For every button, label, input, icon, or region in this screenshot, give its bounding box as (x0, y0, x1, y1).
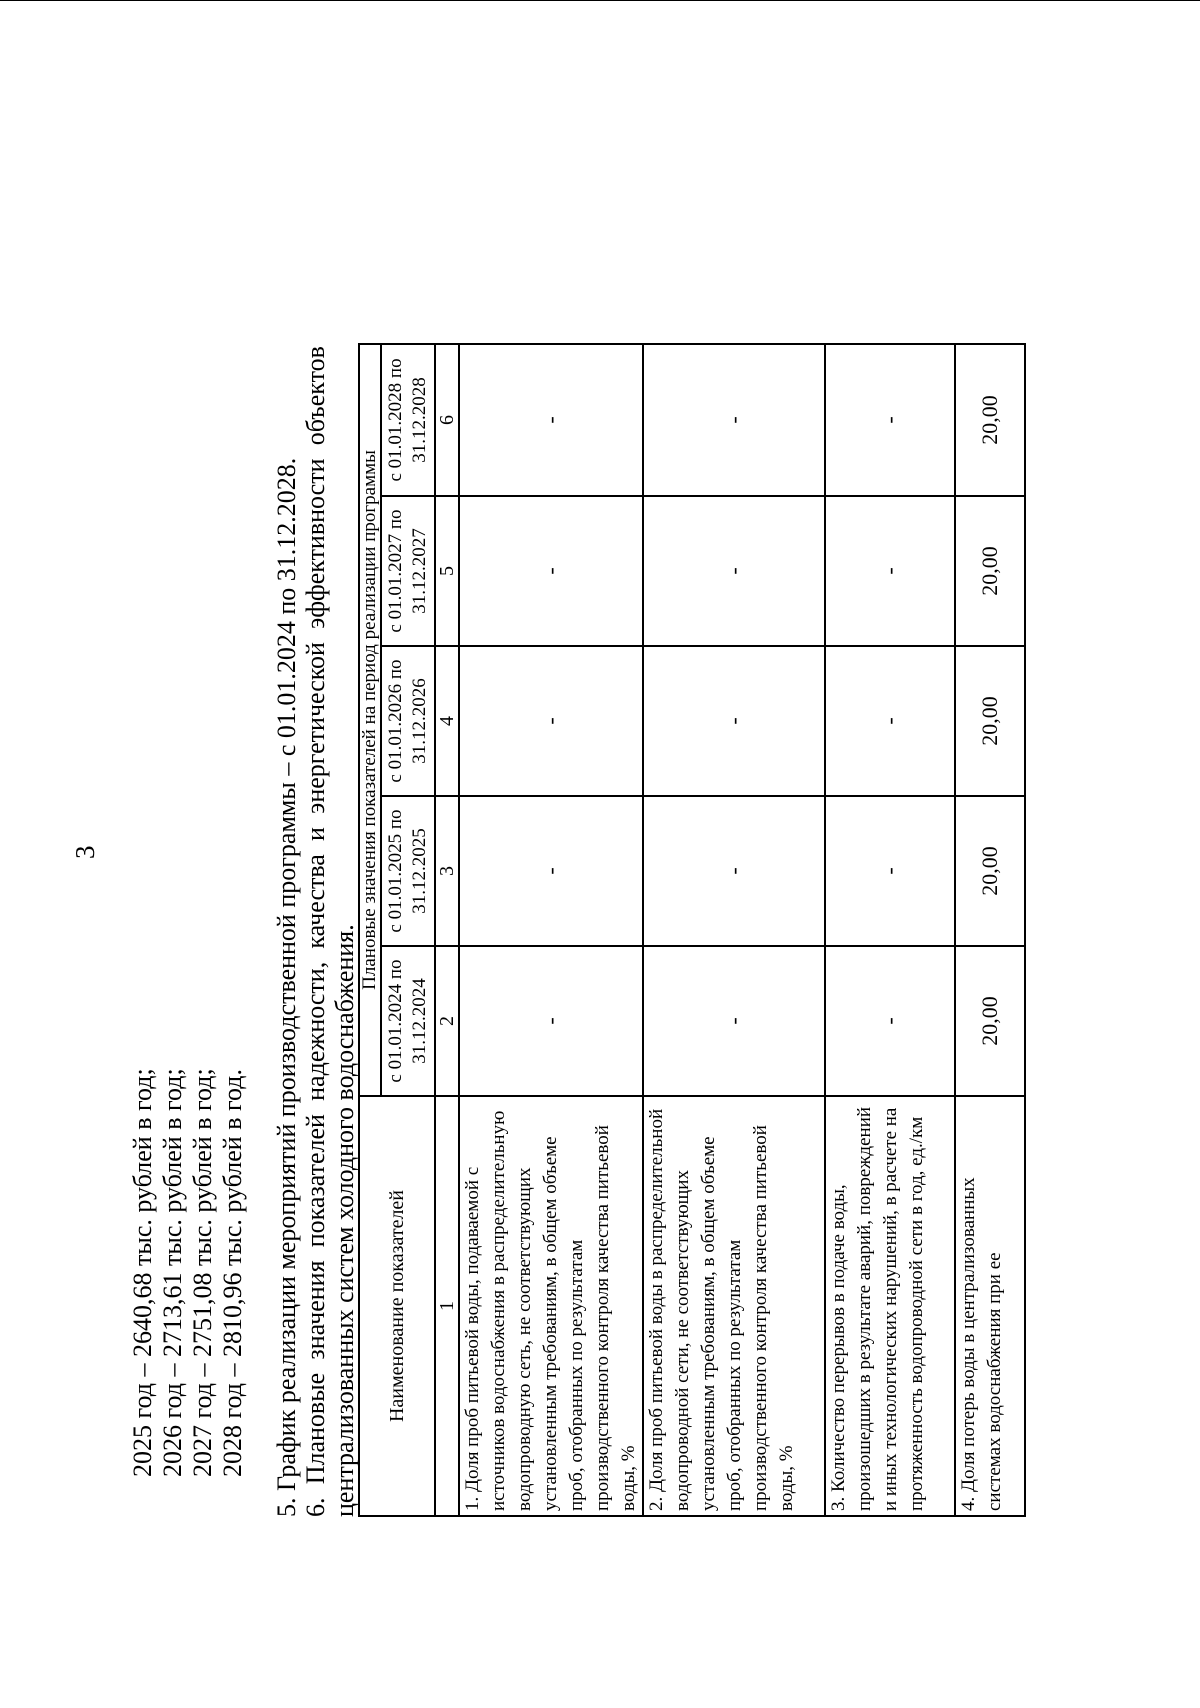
table-row (643, 344, 825, 1516)
section-6-heading (301, 346, 331, 1517)
indicator-name: 1. Доля проб питьевой воды, подаваемой с источников водоснабжения в распределительную водопроводную сеть, не соответствующих установленным требованиям, в общем объеме проб, отобранных по результатам производственного контроля качества питьевой воды, % (459, 1096, 643, 1516)
indicator-value: - (643, 946, 825, 1096)
section-6-word: энергетической (301, 642, 330, 814)
indicator-name: 2. Доля проб питьевой воды в распределительной водопроводной сети, не соответствующих установленным требованиям, в общем объеме проб, отобранных по результатам производственного контроля качества питьевой воды, % (643, 1096, 825, 1516)
table-column-numbers-row (435, 344, 459, 1516)
indicator-value: 20,00 (955, 344, 1025, 496)
section-6-word: и (301, 827, 330, 841)
section-6-word: 6. (301, 1497, 330, 1517)
table-header-row (359, 344, 381, 1516)
cost-line-2028: 2028 год – 2810,96 тыс. рублей в год. (218, 1069, 247, 1477)
section-6-word: объектов (301, 346, 330, 446)
header-period-2024: с 01.01.2024 по 31.12.2024 (381, 946, 435, 1096)
page-edge-line (0, 0, 1200, 1)
indicator-value: - (643, 344, 825, 496)
indicator-value: 20,00 (955, 796, 1025, 946)
indicator-value: - (459, 496, 643, 646)
header-indicator-name: Наименование показателей (359, 1096, 435, 1516)
section-6-word: качества (301, 854, 330, 949)
indicators-table (358, 343, 1026, 1517)
column-number: 1 (435, 1096, 459, 1516)
column-number: 2 (435, 946, 459, 1096)
column-number: 6 (435, 344, 459, 496)
header-period-2028: с 01.01.2028 по 31.12.2028 (381, 344, 435, 496)
table-row (955, 344, 1025, 1516)
indicator-value: - (825, 796, 955, 946)
header-period-2025: с 01.01.2025 по 31.12.2025 (381, 796, 435, 946)
section-6-word: Плановые (301, 1372, 330, 1485)
indicator-value: - (825, 946, 955, 1096)
cost-line-2027: 2027 год – 2751,08 тыс. рублей в год; (188, 1068, 217, 1477)
indicator-value: - (643, 796, 825, 946)
indicator-value: - (825, 344, 955, 496)
indicator-value: - (459, 344, 643, 496)
header-period-2026: с 01.01.2026 по 31.12.2026 (381, 646, 435, 796)
column-number: 4 (435, 646, 459, 796)
indicator-value: 20,00 (955, 646, 1025, 796)
indicator-value: - (825, 646, 955, 796)
column-number: 3 (435, 796, 459, 946)
indicator-value: - (825, 496, 955, 646)
indicator-value: 20,00 (955, 496, 1025, 646)
table-row (825, 344, 955, 1516)
indicator-value: 20,00 (955, 946, 1025, 1096)
section-5-schedule: 5. График реализации мероприятий производственной программы – с 01.01.2024 по 31.12.2028. (272, 457, 301, 1517)
indicator-value: - (643, 496, 825, 646)
indicator-value: - (459, 646, 643, 796)
indicator-value: - (459, 796, 643, 946)
indicator-value: - (643, 646, 825, 796)
section-6-word: значения (301, 1260, 330, 1360)
section-6-word: эффективности (301, 458, 330, 629)
section-6-heading-cont: централизованных систем холодного водоснабжения. (330, 924, 359, 1517)
header-planned-values: Плановые значения показателей на период реализации программы (359, 344, 381, 1096)
header-period-2027: с 01.01.2027 по 31.12.2027 (381, 496, 435, 646)
indicator-name: 3. Количество перерывов в подаче воды, произошедших в результате аварий, повреждений и иных технологических нарушений, в расчете на протяженность водопроводной сети в год, ед./км (825, 1096, 955, 1516)
indicator-value: - (459, 946, 643, 1096)
page-number: 3 (70, 845, 100, 859)
section-6-word: надежности, (301, 961, 330, 1101)
section-6-word: показателей (301, 1114, 330, 1248)
cost-line-2026: 2026 год – 2713,61 тыс. рублей в год; (158, 1068, 187, 1477)
column-number: 5 (435, 496, 459, 646)
indicator-name: 4. Доля потерь воды в централизованных системах водоснабжения при ее (955, 1096, 1025, 1516)
table-row (459, 344, 643, 1516)
cost-line-2025: 2025 год – 2640,68 тыс. рублей в год; (128, 1068, 157, 1477)
